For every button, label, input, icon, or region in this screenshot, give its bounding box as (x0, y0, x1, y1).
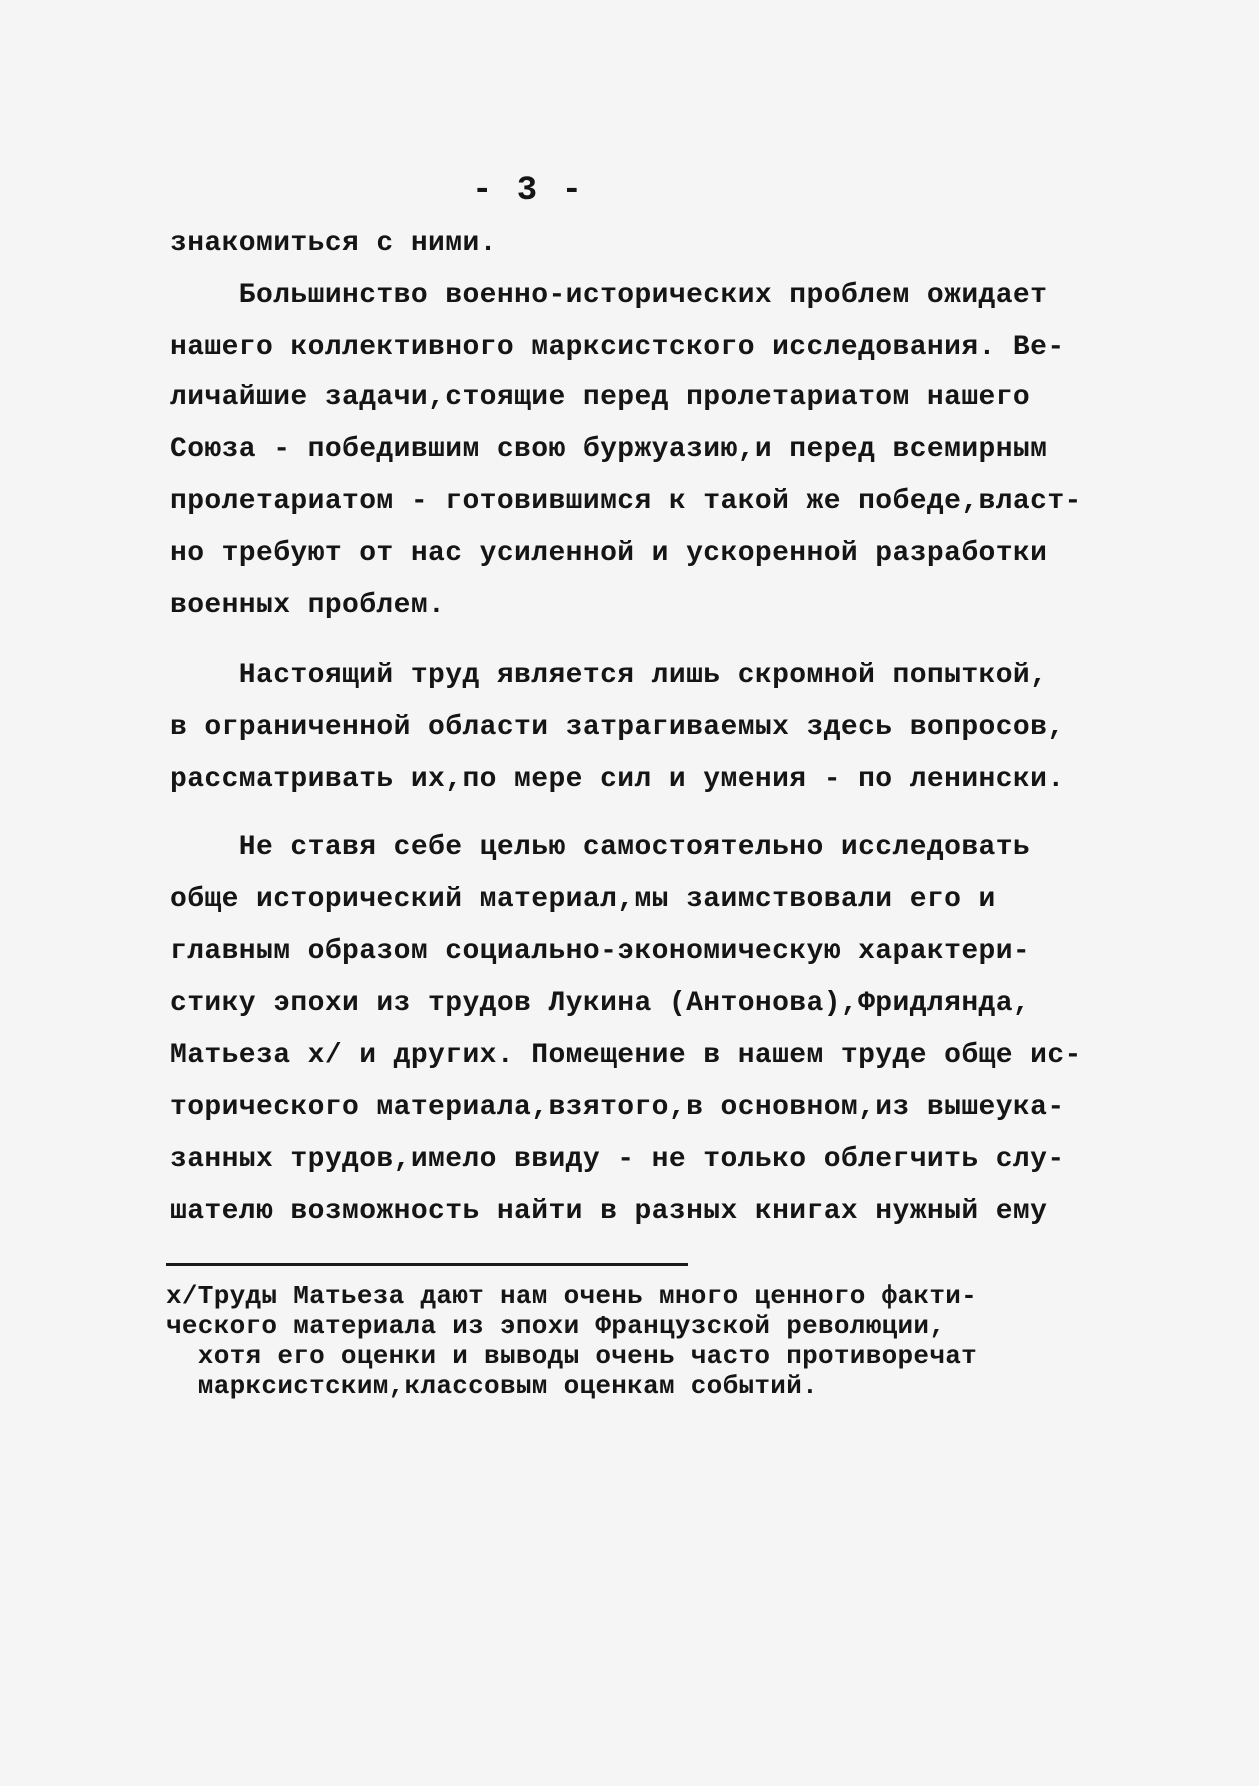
body-line: личайшие задачи,стоящие перед пролетариатом нашего (170, 382, 1031, 413)
body-line: Большинство военно-исторических проблем ожидает (170, 280, 1048, 311)
footnote-divider (166, 1263, 688, 1266)
body-line: пролетариатом - готовившимся к такой же победе,власт- (170, 486, 1082, 517)
body-line: знакомиться с ними. (170, 228, 497, 259)
body-line: но требуют от нас усиленной и ускоренной разработки (170, 538, 1048, 569)
body-line: рассматривать их,по мере сил и умения - по ленински. (170, 764, 1065, 795)
body-line: нашего коллективного марксистского исследования. Ве- (170, 332, 1065, 363)
body-line: Настоящий труд является лишь скромной попыткой, (170, 660, 1048, 691)
body-line: занных трудов,имело ввиду - не только облегчить слу- (170, 1144, 1065, 1175)
body-line: обще исторический материал,мы заимствовали его и (170, 884, 996, 915)
body-line: стику эпохи из трудов Лукина (Антонова),Фридлянда, (170, 988, 1031, 1019)
footnote-line: ческого материала из эпохи Французской революции, (166, 1311, 946, 1341)
page-number: - 3 - (472, 172, 585, 210)
body-line: главным образом социально-экономическую характери- (170, 936, 1031, 967)
body-line: Матьеза х/ и других. Помещение в нашем труде обще ис- (170, 1040, 1082, 1071)
footnote-line: марксистским,классовым оценкам событий. (166, 1371, 819, 1401)
body-line: торического материала,взятого,в основном,из вышеука- (170, 1092, 1065, 1123)
body-line: в ограниченной области затрагиваемых здесь вопросов, (170, 712, 1065, 743)
footnote-line: хотя его оценки и выводы очень часто противоречат (166, 1341, 978, 1371)
body-line: шателю возможность найти в разных книгах нужный ему (170, 1196, 1048, 1227)
footnote-line: х/Труды Матьеза дают нам очень много ценного факти- (166, 1281, 978, 1311)
body-line: военных проблем. (170, 590, 446, 621)
body-line: Союза - победившим свою буржуазию,и перед всемирным (170, 434, 1048, 465)
body-line: Не ставя себе целью самостоятельно исследовать (170, 832, 1031, 863)
